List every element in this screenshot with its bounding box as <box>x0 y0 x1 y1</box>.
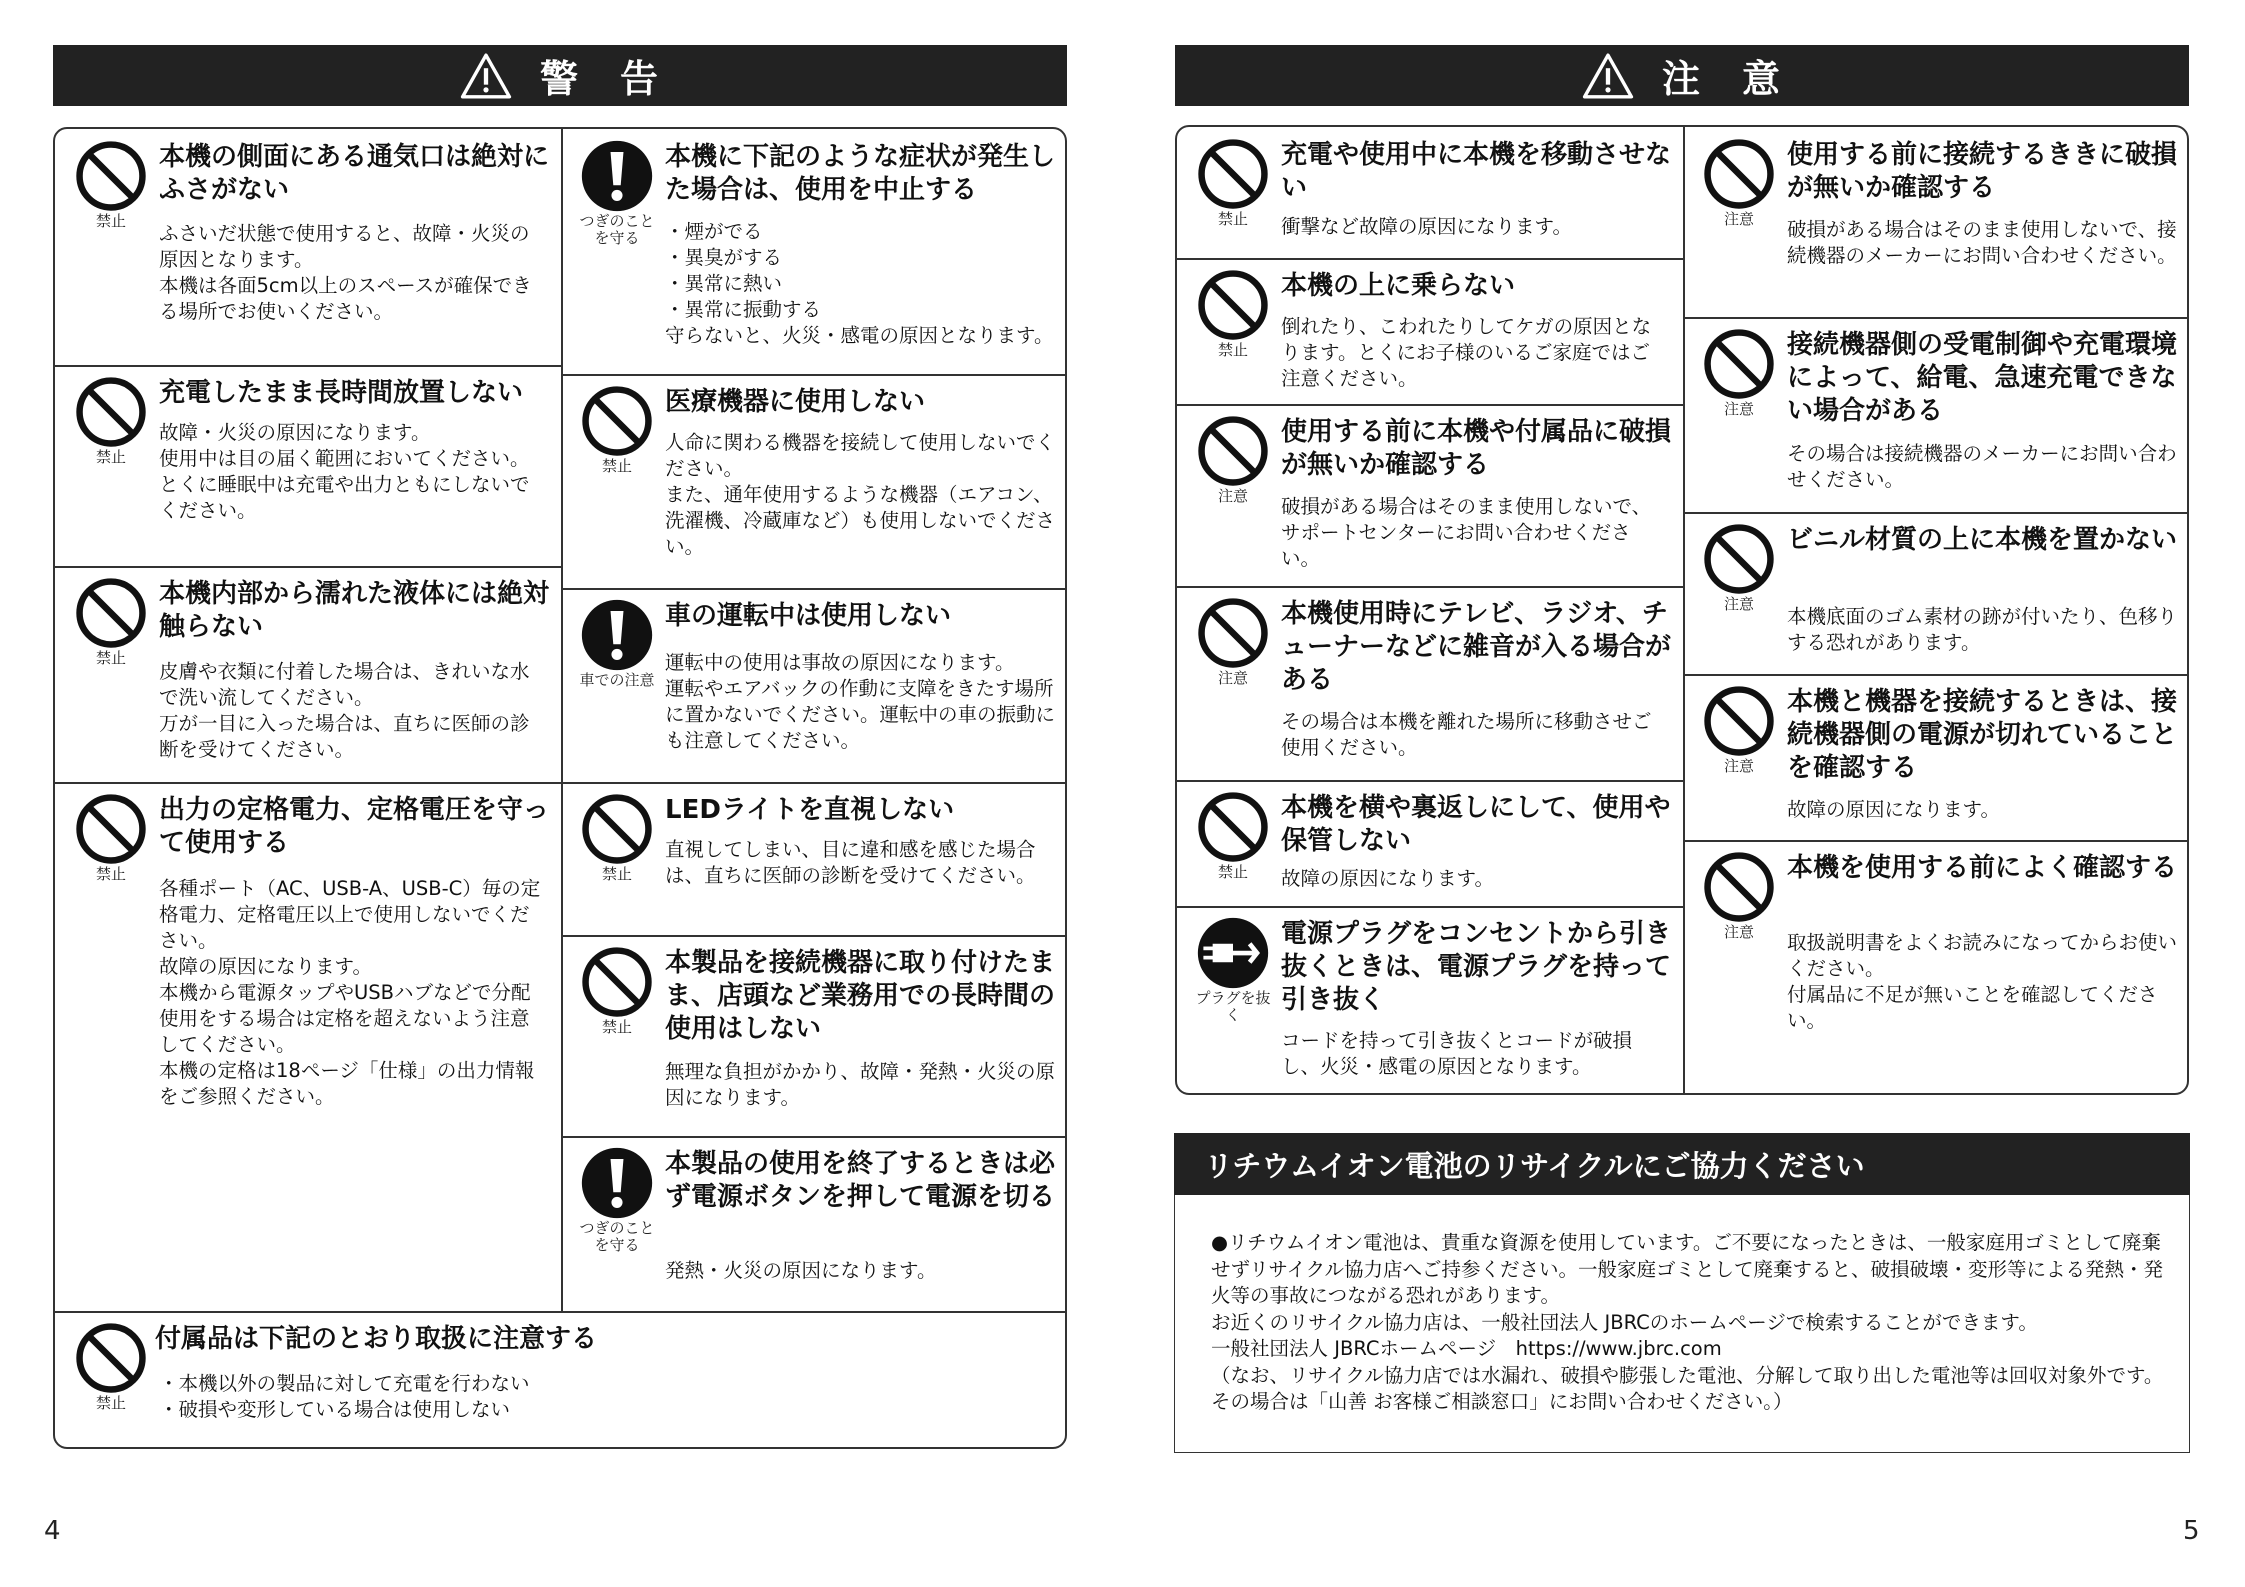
item-body: ・本機以外の製品に対して充電を行わない ・破損や変形している場合は使用しない <box>159 1372 530 1421</box>
item-title: 充電や使用中に本機を移動させない <box>1281 140 1672 203</box>
item-title: 電源プラグをコンセントから引き抜くときは、電源プラグを持って引き抜く <box>1281 919 1672 1015</box>
icon-label: 注意 <box>1723 923 1754 941</box>
prohibit-icon <box>1196 137 1270 211</box>
caution-item <box>1683 127 2189 317</box>
item-title: 本機に下記のような症状が発生した場合は、使用を中止する <box>665 142 1056 205</box>
recycle-title: リチウムイオン電池のリサイクルにご協力ください <box>1204 1148 1865 1183</box>
recycle-text: ●リチウムイオン電池は、貴重な資源を使用しています。ご不要になったときは、一般家庭用ゴミとして廃棄せずリサイクル協力店へご持参ください。一般家庭ゴミとして廃棄すると、破損破壊・変形等による発熱・発火等の事故につながる恐れがあります。 お近くのリサイクル協力店は、一般社団法人 JBRCのホームページで検索することができます。 一般社団法人 JBRCホームページ https://www.jbrc.com （なお、リサイクル協力店では水漏れ、破損や膨張した電池、分解して取り出した電池等は回収対象外です。その場合は「山善 お客様ご相談窓口」にお問い合わせください。） <box>1211 1231 2164 1413</box>
item-body: 衝撃など故障の原因になります。 <box>1281 215 1572 238</box>
warning-item <box>561 782 1067 935</box>
icon-label: 禁止 <box>95 649 126 667</box>
prohibit-icon <box>74 139 148 213</box>
icon-label: 注意 <box>1723 210 1754 228</box>
icon-label: 禁止 <box>95 865 126 883</box>
item-body: コードを持って引き抜くとコードが破損し、火災・感電の原因となります。 <box>1281 1029 1633 1078</box>
mandatory-icon <box>580 1146 654 1220</box>
prohibit-icon <box>74 1321 148 1395</box>
warning-item <box>561 1136 1067 1311</box>
item-title: 付属品は下記のとおり取扱に注意する <box>155 1324 598 1354</box>
warning-item <box>55 365 561 566</box>
item-body: 運転中の使用は事故の原因になります。 運転やエアバックの作動に支障をきたす場所に置かないでください。運転中の車の振動にも注意してください。 <box>665 651 1056 752</box>
item-title: ビニル材質の上に本機を置かない <box>1787 525 2178 555</box>
icon-label: 禁止 <box>95 448 126 466</box>
prohibit-icon <box>1702 522 1776 596</box>
item-body: その場合は接続機器のメーカーにお問い合わせください。 <box>1787 442 2177 491</box>
prohibit-icon <box>74 792 148 866</box>
caution-item <box>1683 317 2189 512</box>
icon-label: 禁止 <box>601 1018 632 1036</box>
prohibit-icon <box>1196 596 1270 670</box>
prohibit-icon <box>1196 414 1270 488</box>
item-title: 車の運転中は使用しない <box>665 601 952 631</box>
item-title: 本機の上に乗らない <box>1281 271 1516 301</box>
item-title: 本機を横や裏返しにして、使用や保管しない <box>1281 793 1671 856</box>
item-body: 破損がある場合はそのまま使用しないで、サポートセンターにお問い合わせください。 <box>1281 495 1652 570</box>
warning-icon <box>1582 52 1634 100</box>
item-title: LEDライトを直視しない <box>665 795 955 825</box>
prohibit-icon <box>580 384 654 458</box>
caution-header-title: 注 意 <box>1661 57 1782 101</box>
prohibit-icon <box>1702 327 1776 401</box>
icon-label: 注意 <box>1217 487 1248 505</box>
item-title: 充電したまま長時間放置しない <box>159 378 524 408</box>
item-body: 故障の原因になります。 <box>1281 867 1494 890</box>
warning-header <box>53 45 1067 106</box>
prohibit-icon <box>1196 790 1270 864</box>
caution-header <box>1175 45 2189 106</box>
item-body: ふさいだ状態で使用すると、故障・火災の原因となります。 本機は各面5cm以上のスペースが確保できる場所でお使いください。 <box>159 222 532 323</box>
item-body: その場合は本機を離れた場所に移動させご使用ください。 <box>1281 710 1652 759</box>
caution-box <box>1175 125 2189 1095</box>
item-body: 各種ポート（AC、USB-A、USB-C）毎の定格電力、定格電圧以上で使用しないでください。 故障の原因になります。 本機から電源タップやUSBハブなどで分配使用をする場合は定格を超えないよう注意してください。 本機の定格は18ページ「仕様」の出力情報をご参照ください。 <box>159 877 541 1108</box>
caution-item <box>1177 127 1683 258</box>
caution-item <box>1683 674 2189 840</box>
icon-label: 禁止 <box>1217 863 1248 881</box>
icon-label: つぎのことを守る <box>579 212 655 247</box>
icon-label: 禁止 <box>601 865 632 883</box>
prohibit-icon <box>1702 137 1776 211</box>
warning-item <box>561 129 1067 374</box>
warning-item <box>561 374 1067 588</box>
icon-label: 禁止 <box>1217 341 1248 359</box>
item-body: 人命に関わる機器を接続して使用しないでください。 また、通年使用するような機器（エアコン、洗濯機、冷蔵庫など）も使用しないでください。 <box>665 431 1056 558</box>
item-title: 医療機器に使用しない <box>665 387 926 417</box>
warning-box <box>53 127 1067 1449</box>
prohibit-icon <box>1702 684 1776 758</box>
icon-label: 注意 <box>1723 595 1754 613</box>
item-title: 本製品を接続機器に取り付けたまま、店頭など業務用での長時間の使用はしない <box>665 948 1056 1044</box>
prohibit-icon <box>1702 850 1776 924</box>
mandatory-icon <box>580 598 654 672</box>
warning-item <box>55 129 561 365</box>
icon-label: プラグを抜く <box>1195 989 1271 1024</box>
warning-icon <box>460 52 512 100</box>
caution-item <box>1177 258 1683 404</box>
item-body: 倒れたり、こわれたりしてケガの原因となります。とくにお子様のいるご家庭ではご注意ください。 <box>1281 315 1652 390</box>
item-body: 皮膚や衣類に付着した場合は、きれいな水で洗い流してください。 万が一目に入った場合は、直ちに医師の診断を受けてください。 <box>159 660 530 761</box>
mandatory-icon <box>580 139 654 213</box>
item-body: 破損がある場合はそのまま使用しないで、接続機器のメーカーにお問い合わせください。 <box>1787 218 2177 267</box>
warning-item <box>561 935 1067 1136</box>
caution-item <box>1177 586 1683 780</box>
unplug-icon <box>1196 916 1270 990</box>
warning-item <box>55 782 561 1311</box>
recycle-header <box>1174 1133 2190 1195</box>
prohibit-icon <box>1196 268 1270 342</box>
page-number-right: 5 <box>2183 1516 2200 1546</box>
prohibit-icon <box>580 792 654 866</box>
caution-item <box>1683 840 2189 1095</box>
item-title: 本機の側面にある通気口は絶対にふさがない <box>159 142 550 205</box>
item-title: 本機内部から濡れた液体には絶対触らない <box>159 579 550 642</box>
prohibit-icon <box>74 375 148 449</box>
item-title: 接続機器側の受電制御や充電環境によって、給電、急速充電できない場合がある <box>1787 330 2178 426</box>
item-body: 取扱説明書をよくお読みになってからお使いください。 付属品に不足が無いことを確認してください。 <box>1787 931 2178 1032</box>
icon-label: つぎのことを守る <box>579 1219 655 1254</box>
item-title: 本機使用時にテレビ、ラジオ、チューナーなどに雑音が入る場合がある <box>1281 599 1672 695</box>
warning-item <box>55 1311 1067 1449</box>
item-body: 本機底面のゴム素材の跡が付いたり、色移りする恐れがあります。 <box>1787 605 2178 654</box>
icon-label: 禁止 <box>95 1394 126 1412</box>
icon-label: 注意 <box>1723 400 1754 418</box>
icon-label: 注意 <box>1723 757 1754 775</box>
icon-label: 車での注意 <box>579 671 655 689</box>
warning-header-title: 警 告 <box>539 57 660 101</box>
recycle-box <box>1174 1195 2190 1453</box>
icon-label: 注意 <box>1217 669 1248 687</box>
item-title: 本製品の使用を終了するときは必ず電源ボタンを押して電源を切る <box>665 1149 1056 1212</box>
item-title: 本機を使用する前によく確認する <box>1787 853 2178 883</box>
prohibit-icon <box>74 576 148 650</box>
icon-label: 禁止 <box>601 457 632 475</box>
caution-item <box>1177 404 1683 586</box>
icon-label: 禁止 <box>95 212 126 230</box>
item-body: 直視してしまい、目に違和感を感じた場合は、直ちに医師の診断を受けてください。 <box>665 838 1036 887</box>
item-body: 発熱・火災の原因になります。 <box>665 1259 937 1282</box>
caution-item <box>1177 780 1683 906</box>
item-title: 使用する前に本機や付属品に破損が無いか確認する <box>1281 417 1672 480</box>
item-title: 出力の定格電力、定格電圧を守って使用する <box>159 795 550 858</box>
icon-label: 禁止 <box>1217 210 1248 228</box>
item-body: ・煙がでる ・異臭がする ・異常に熱い ・異常に振動する 守らないと、火災・感電の原因となります。 <box>665 220 1054 347</box>
item-body: 無理な負担がかかり、故障・発熱・火災の原因になります。 <box>665 1060 1056 1109</box>
caution-item <box>1683 512 2189 674</box>
prohibit-icon <box>580 945 654 1019</box>
warning-item <box>561 588 1067 782</box>
item-title: 本機と機器を接続するときは、接続機器側の電源が切れていることを確認する <box>1787 687 2178 783</box>
item-title: 使用する前に接続するききに破損が無いか確認する <box>1787 140 2178 203</box>
caution-item <box>1177 906 1683 1095</box>
item-body: 故障の原因になります。 <box>1787 798 2000 821</box>
item-body: 故障・火災の原因になります。 使用中は目の届く範囲においてください。とくに睡眠中は充電や出力ともにしないでください。 <box>159 421 530 522</box>
warning-item <box>55 566 561 782</box>
page-number-left: 4 <box>44 1516 61 1546</box>
